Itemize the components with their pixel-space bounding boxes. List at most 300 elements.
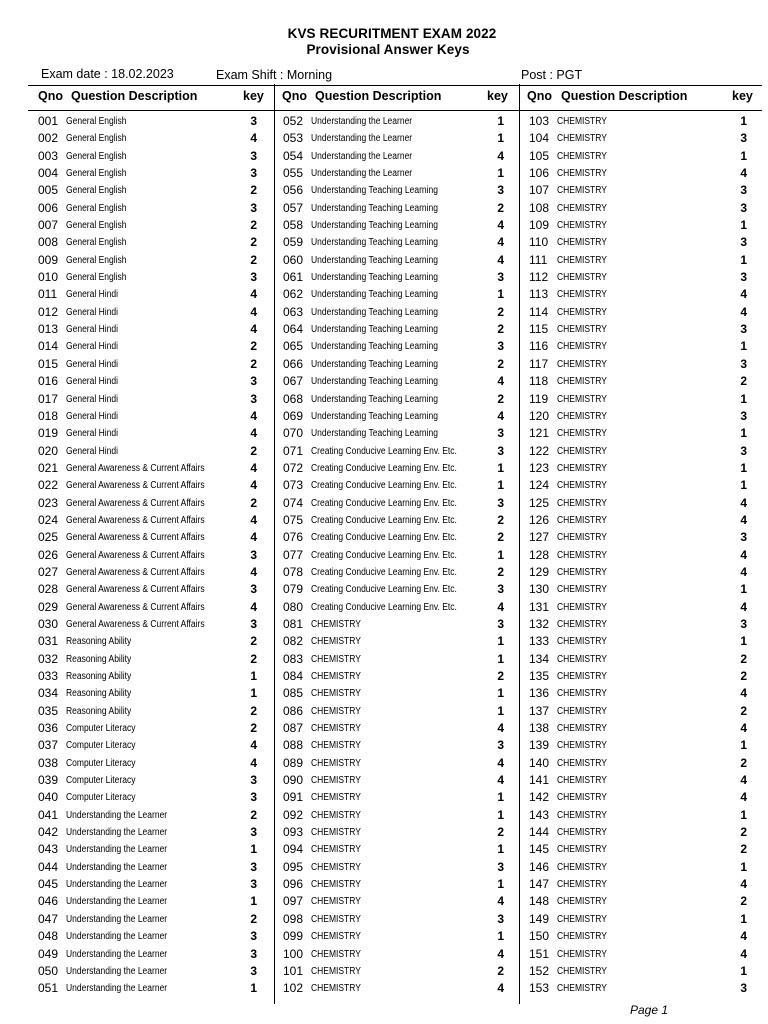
question-description: Understanding Teaching Learning <box>311 237 438 249</box>
question-number: 040 <box>38 790 59 805</box>
question-description: CHEMISTRY <box>557 879 607 891</box>
question-number: 075 <box>283 512 304 527</box>
answer-key: 3 <box>497 582 504 597</box>
question-description: CHEMISTRY <box>557 254 607 266</box>
question-number: 129 <box>529 564 550 579</box>
question-number: 095 <box>283 859 304 874</box>
question-description: Understanding the Learner <box>66 879 168 891</box>
question-description: CHEMISTRY <box>311 618 361 630</box>
question-description: Reasoning Ability <box>66 705 132 717</box>
answer-key: 3 <box>740 183 747 198</box>
question-description: General Hindi <box>66 410 118 422</box>
answer-key: 2 <box>250 634 257 649</box>
question-description: CHEMISTRY <box>557 237 607 249</box>
question-description: CHEMISTRY <box>557 671 607 682</box>
column-divider-2 <box>519 84 520 1004</box>
question-number: 071 <box>283 443 304 458</box>
question-description: CHEMISTRY <box>311 671 361 682</box>
question-number: 100 <box>283 946 304 961</box>
answer-key: 1 <box>497 114 504 128</box>
question-description: CHEMISTRY <box>557 497 607 509</box>
question-description: Creating Conducive Learning Env. Etc. <box>311 601 457 613</box>
question-number: 090 <box>283 773 304 788</box>
answer-key: 2 <box>497 200 504 215</box>
question-number: 078 <box>283 564 304 579</box>
question-description: CHEMISTRY <box>557 566 607 578</box>
question-number: 107 <box>529 183 550 198</box>
header-key-1: key <box>243 89 264 103</box>
question-number: 038 <box>38 755 59 770</box>
question-number: 032 <box>38 651 59 666</box>
answer-key: 1 <box>250 981 257 996</box>
answer-key: 3 <box>250 877 257 892</box>
answer-key: 2 <box>250 443 257 458</box>
answer-key: 1 <box>250 842 257 857</box>
header-key-3: key <box>732 89 753 103</box>
answer-key: 1 <box>740 114 747 128</box>
answer-key: 1 <box>497 842 504 857</box>
question-description: CHEMISTRY <box>557 688 607 700</box>
header-qno-2: Qno <box>282 89 307 103</box>
question-number: 135 <box>529 669 550 683</box>
answer-key: 4 <box>740 512 747 527</box>
question-description: CHEMISTRY <box>557 896 607 908</box>
answer-key: 3 <box>740 981 747 996</box>
answer-key: 2 <box>497 512 504 527</box>
question-number: 115 <box>529 322 549 337</box>
answer-key: 4 <box>497 148 504 163</box>
question-description: CHEMISTRY <box>557 185 607 197</box>
question-description: General English <box>66 116 127 127</box>
answer-key: 3 <box>250 148 257 163</box>
question-description: Creating Conducive Learning Env. Etc. <box>311 549 457 561</box>
question-description: CHEMISTRY <box>311 757 361 769</box>
question-description: Understanding the Learner <box>66 965 168 977</box>
question-description: Computer Literacy <box>66 792 136 804</box>
question-number: 033 <box>38 669 59 683</box>
answer-key: 1 <box>740 859 747 874</box>
question-number: 084 <box>283 669 304 683</box>
question-number: 031 <box>38 634 59 649</box>
question-description: CHEMISTRY <box>311 723 361 735</box>
question-number: 121 <box>529 426 550 441</box>
question-description: Understanding Teaching Learning <box>311 306 438 318</box>
question-number: 106 <box>529 166 550 181</box>
answer-key: 1 <box>740 582 747 597</box>
question-number: 036 <box>38 721 59 736</box>
answer-key: 2 <box>250 721 257 736</box>
question-description: Understanding the Learner <box>66 983 168 995</box>
answer-key: 2 <box>497 391 504 406</box>
post-label: Post : PGT <box>521 68 583 82</box>
answer-key: 1 <box>740 460 747 475</box>
question-description: General Awareness & Current Affairs <box>66 601 205 613</box>
question-number: 083 <box>283 651 304 666</box>
answer-key: 3 <box>740 322 747 337</box>
question-description: CHEMISTRY <box>311 844 361 856</box>
question-number: 020 <box>38 443 59 458</box>
question-description: CHEMISTRY <box>311 740 361 752</box>
question-number: 072 <box>283 460 304 475</box>
question-description: CHEMISTRY <box>557 775 607 787</box>
question-number: 010 <box>38 270 59 285</box>
question-description: General English <box>66 168 127 180</box>
answer-key: 3 <box>740 530 747 545</box>
answer-key: 3 <box>497 443 504 458</box>
answer-key: 4 <box>250 426 257 441</box>
answer-key: 2 <box>740 755 747 770</box>
question-description: CHEMISTRY <box>557 584 607 596</box>
question-number: 086 <box>283 703 304 718</box>
question-number: 142 <box>529 790 550 805</box>
answer-key: 2 <box>250 651 257 666</box>
question-description: General English <box>66 150 127 162</box>
question-description: CHEMISTRY <box>557 931 607 943</box>
question-description: Creating Conducive Learning Env. Etc. <box>311 532 457 544</box>
answer-key: 2 <box>740 894 747 909</box>
question-number: 120 <box>529 408 550 423</box>
question-description: Understanding Teaching Learning <box>311 202 438 214</box>
question-number: 073 <box>283 478 304 493</box>
question-number: 026 <box>38 547 59 562</box>
question-number: 125 <box>529 495 550 510</box>
question-number: 012 <box>38 304 59 319</box>
answer-key: 4 <box>250 738 257 753</box>
question-description: General Hindi <box>66 428 118 440</box>
question-number: 096 <box>283 877 304 892</box>
answer-key: 4 <box>497 235 504 250</box>
question-description: General Hindi <box>66 445 118 457</box>
question-description: Understanding the Learner <box>66 861 168 873</box>
question-number: 082 <box>283 634 304 649</box>
answer-key: 3 <box>740 356 747 371</box>
question-description: Reasoning Ability <box>66 636 132 648</box>
question-number: 049 <box>38 946 59 961</box>
question-number: 143 <box>529 807 550 822</box>
answer-key: 3 <box>250 582 257 597</box>
question-description: CHEMISTRY <box>311 965 361 977</box>
answer-key: 3 <box>740 131 747 146</box>
question-description: General English <box>66 220 127 232</box>
question-description: CHEMISTRY <box>311 653 361 665</box>
question-number: 070 <box>283 426 304 441</box>
question-number: 009 <box>38 252 59 267</box>
answer-key: 4 <box>740 773 747 788</box>
answer-key: 1 <box>497 547 504 562</box>
question-number: 128 <box>529 547 550 562</box>
question-description: Understanding the Learner <box>66 827 168 839</box>
answer-key: 4 <box>497 374 504 389</box>
answer-key: 4 <box>497 755 504 770</box>
answer-key: 4 <box>740 929 747 944</box>
question-number: 029 <box>38 599 59 614</box>
question-number: 011 <box>38 287 58 302</box>
question-description: Reasoning Ability <box>66 688 132 700</box>
question-number: 051 <box>38 981 59 996</box>
question-description: CHEMISTRY <box>557 445 607 457</box>
question-number: 103 <box>529 114 550 128</box>
question-number: 027 <box>38 564 59 579</box>
question-description: Understanding the Learner <box>66 809 168 821</box>
answer-key: 1 <box>740 339 747 354</box>
question-number: 052 <box>283 114 304 128</box>
question-description: General Hindi <box>66 358 118 370</box>
answer-key: 4 <box>497 252 504 267</box>
answer-key: 4 <box>250 408 257 423</box>
table-header-rule <box>28 110 762 111</box>
question-number: 069 <box>283 408 304 423</box>
question-description: Reasoning Ability <box>66 671 132 682</box>
question-description: General English <box>66 272 127 284</box>
answer-key: 1 <box>497 790 504 805</box>
answer-key: 3 <box>250 790 257 805</box>
question-description: CHEMISTRY <box>557 757 607 769</box>
answer-key: 4 <box>250 530 257 545</box>
question-description: CHEMISTRY <box>557 428 607 440</box>
question-number: 002 <box>38 131 59 146</box>
question-description: CHEMISTRY <box>557 462 607 474</box>
question-description: General Awareness & Current Affairs <box>66 618 205 630</box>
answer-key: 2 <box>497 564 504 579</box>
answer-key: 4 <box>740 877 747 892</box>
question-description: Understanding the Learner <box>66 931 168 943</box>
question-description: CHEMISTRY <box>557 618 607 630</box>
answer-key: 4 <box>250 564 257 579</box>
question-description: Understanding the Learner <box>66 913 168 925</box>
question-description: Understanding the Learner <box>311 133 413 145</box>
answer-key: 4 <box>740 790 747 805</box>
document-subtitle: Provisional Answer Keys <box>306 42 470 57</box>
answer-key: 4 <box>250 131 257 146</box>
answer-key: 3 <box>250 946 257 961</box>
answer-key: 1 <box>497 287 504 302</box>
question-number: 003 <box>38 148 59 163</box>
question-number: 110 <box>529 235 549 250</box>
question-number: 124 <box>529 478 550 493</box>
question-number: 047 <box>38 911 59 926</box>
answer-key: 2 <box>250 495 257 510</box>
answer-key: 3 <box>740 270 747 285</box>
question-number: 005 <box>38 183 59 198</box>
question-number: 093 <box>283 825 304 840</box>
question-number: 116 <box>529 339 549 354</box>
answer-key: 2 <box>497 963 504 978</box>
question-description: General Hindi <box>66 376 118 388</box>
question-number: 097 <box>283 894 304 909</box>
question-description: Understanding Teaching Learning <box>311 410 438 422</box>
question-description: CHEMISTRY <box>557 133 607 145</box>
question-number: 141 <box>529 773 550 788</box>
answer-key: 1 <box>740 963 747 978</box>
question-number: 144 <box>529 825 550 840</box>
answer-key: 4 <box>740 946 747 961</box>
question-number: 024 <box>38 512 59 527</box>
answer-key: 1 <box>250 669 257 683</box>
answer-key: 3 <box>250 391 257 406</box>
question-description: CHEMISTRY <box>557 549 607 561</box>
question-number: 022 <box>38 478 59 493</box>
question-number: 004 <box>38 166 59 181</box>
question-number: 001 <box>38 114 59 128</box>
question-description: General Awareness & Current Affairs <box>66 497 205 509</box>
answer-key: 4 <box>497 408 504 423</box>
question-number: 021 <box>38 460 59 475</box>
answer-key: 1 <box>740 426 747 441</box>
question-number: 148 <box>529 894 550 909</box>
question-description: CHEMISTRY <box>557 514 607 526</box>
question-number: 015 <box>38 356 59 371</box>
answer-key: 1 <box>497 877 504 892</box>
answer-key: 2 <box>740 374 747 389</box>
header-qno-1: Qno <box>38 89 63 103</box>
question-description: Understanding Teaching Learning <box>311 272 438 284</box>
question-description: General English <box>66 237 127 249</box>
question-description: CHEMISTRY <box>311 896 361 908</box>
question-description: Understanding Teaching Learning <box>311 220 438 232</box>
answer-key: 2 <box>250 911 257 926</box>
question-number: 050 <box>38 963 59 978</box>
answer-key: 3 <box>740 235 747 250</box>
column-divider-1 <box>274 84 275 1004</box>
question-description: CHEMISTRY <box>557 983 607 995</box>
question-description: Understanding Teaching Learning <box>311 185 438 197</box>
question-description: CHEMISTRY <box>557 965 607 977</box>
header-desc-3: Question Description <box>561 89 688 103</box>
question-number: 089 <box>283 755 304 770</box>
question-number: 045 <box>38 877 59 892</box>
question-description: Understanding Teaching Learning <box>311 358 438 370</box>
question-description: Understanding Teaching Learning <box>311 393 438 405</box>
answer-key: 4 <box>740 686 747 701</box>
answer-key: 1 <box>497 686 504 701</box>
answer-key: 3 <box>250 547 257 562</box>
answer-key: 3 <box>250 616 257 631</box>
question-description: Computer Literacy <box>66 723 136 735</box>
question-number: 112 <box>529 270 549 285</box>
answer-key: 4 <box>250 599 257 614</box>
question-description: CHEMISTRY <box>311 827 361 839</box>
question-number: 094 <box>283 842 304 857</box>
answer-key: 3 <box>497 738 504 753</box>
question-number: 088 <box>283 738 304 753</box>
question-number: 134 <box>529 651 550 666</box>
question-description: Understanding the Learner <box>66 844 168 856</box>
answer-key: 4 <box>497 599 504 614</box>
question-description: Creating Conducive Learning Env. Etc. <box>311 462 457 474</box>
answer-key: 3 <box>740 616 747 631</box>
question-number: 016 <box>38 374 59 389</box>
question-number: 035 <box>38 703 59 718</box>
question-number: 140 <box>529 755 550 770</box>
answer-key: 3 <box>497 495 504 510</box>
question-description: CHEMISTRY <box>557 272 607 284</box>
answer-key: 2 <box>740 669 747 683</box>
answer-key: 1 <box>250 894 257 909</box>
answer-key: 2 <box>740 842 747 857</box>
question-number: 123 <box>529 460 550 475</box>
question-description: Creating Conducive Learning Env. Etc. <box>311 584 457 596</box>
question-description: CHEMISTRY <box>311 636 361 648</box>
question-number: 136 <box>529 686 550 701</box>
question-description: Creating Conducive Learning Env. Etc. <box>311 566 457 578</box>
question-number: 085 <box>283 686 304 701</box>
answer-key: 1 <box>497 131 504 146</box>
question-number: 126 <box>529 512 550 527</box>
question-description: CHEMISTRY <box>311 792 361 804</box>
answer-key: 4 <box>250 304 257 319</box>
question-description: CHEMISTRY <box>557 116 607 127</box>
answer-key: 4 <box>250 478 257 493</box>
answer-key: 4 <box>740 599 747 614</box>
question-description: CHEMISTRY <box>557 861 607 873</box>
question-description: General Awareness & Current Affairs <box>66 514 205 526</box>
answer-key: 3 <box>740 200 747 215</box>
exam-date: Exam date : 18.02.2023 <box>41 67 174 81</box>
question-number: 138 <box>529 721 550 736</box>
question-number: 025 <box>38 530 59 545</box>
answer-key: 1 <box>497 651 504 666</box>
question-description: CHEMISTRY <box>557 220 607 232</box>
answer-key: 3 <box>740 443 747 458</box>
question-description: CHEMISTRY <box>311 688 361 700</box>
question-number: 055 <box>283 166 304 181</box>
answer-key: 2 <box>497 825 504 840</box>
question-number: 013 <box>38 322 59 337</box>
answer-key: 2 <box>740 651 747 666</box>
question-description: Creating Conducive Learning Env. Etc. <box>311 514 457 526</box>
question-number: 102 <box>283 981 304 996</box>
question-description: General Hindi <box>66 289 118 301</box>
question-number: 023 <box>38 495 59 510</box>
question-number: 130 <box>529 582 550 597</box>
question-description: Understanding the Learner <box>311 150 413 162</box>
answer-key: 1 <box>740 634 747 649</box>
question-description: General Hindi <box>66 393 118 405</box>
question-description: CHEMISTRY <box>557 202 607 214</box>
answer-key: 4 <box>250 755 257 770</box>
answer-key: 4 <box>250 287 257 302</box>
question-description: CHEMISTRY <box>557 636 607 648</box>
question-number: 037 <box>38 738 59 753</box>
question-number: 114 <box>529 304 549 319</box>
question-description: Understanding the Learner <box>66 896 168 908</box>
table-top-rule <box>28 85 762 86</box>
answer-key: 2 <box>497 322 504 337</box>
answer-key: 4 <box>740 721 747 736</box>
question-description: General Awareness & Current Affairs <box>66 549 205 561</box>
question-description: CHEMISTRY <box>557 324 607 336</box>
question-number: 099 <box>283 929 304 944</box>
answer-key: 1 <box>740 252 747 267</box>
answer-key: 2 <box>250 339 257 354</box>
answer-key: 1 <box>497 478 504 493</box>
header-desc-1: Question Description <box>71 89 198 103</box>
question-number: 028 <box>38 582 59 597</box>
answer-key: 2 <box>497 304 504 319</box>
question-number: 066 <box>283 356 304 371</box>
question-description: Understanding Teaching Learning <box>311 289 438 301</box>
answer-key: 2 <box>250 807 257 822</box>
question-number: 062 <box>283 287 304 302</box>
answer-key: 3 <box>250 825 257 840</box>
question-number: 105 <box>529 148 550 163</box>
question-description: Reasoning Ability <box>66 653 132 665</box>
question-description: CHEMISTRY <box>311 931 361 943</box>
question-number: 039 <box>38 773 59 788</box>
question-number: 067 <box>283 374 304 389</box>
question-description: General English <box>66 133 127 145</box>
question-number: 044 <box>38 859 59 874</box>
